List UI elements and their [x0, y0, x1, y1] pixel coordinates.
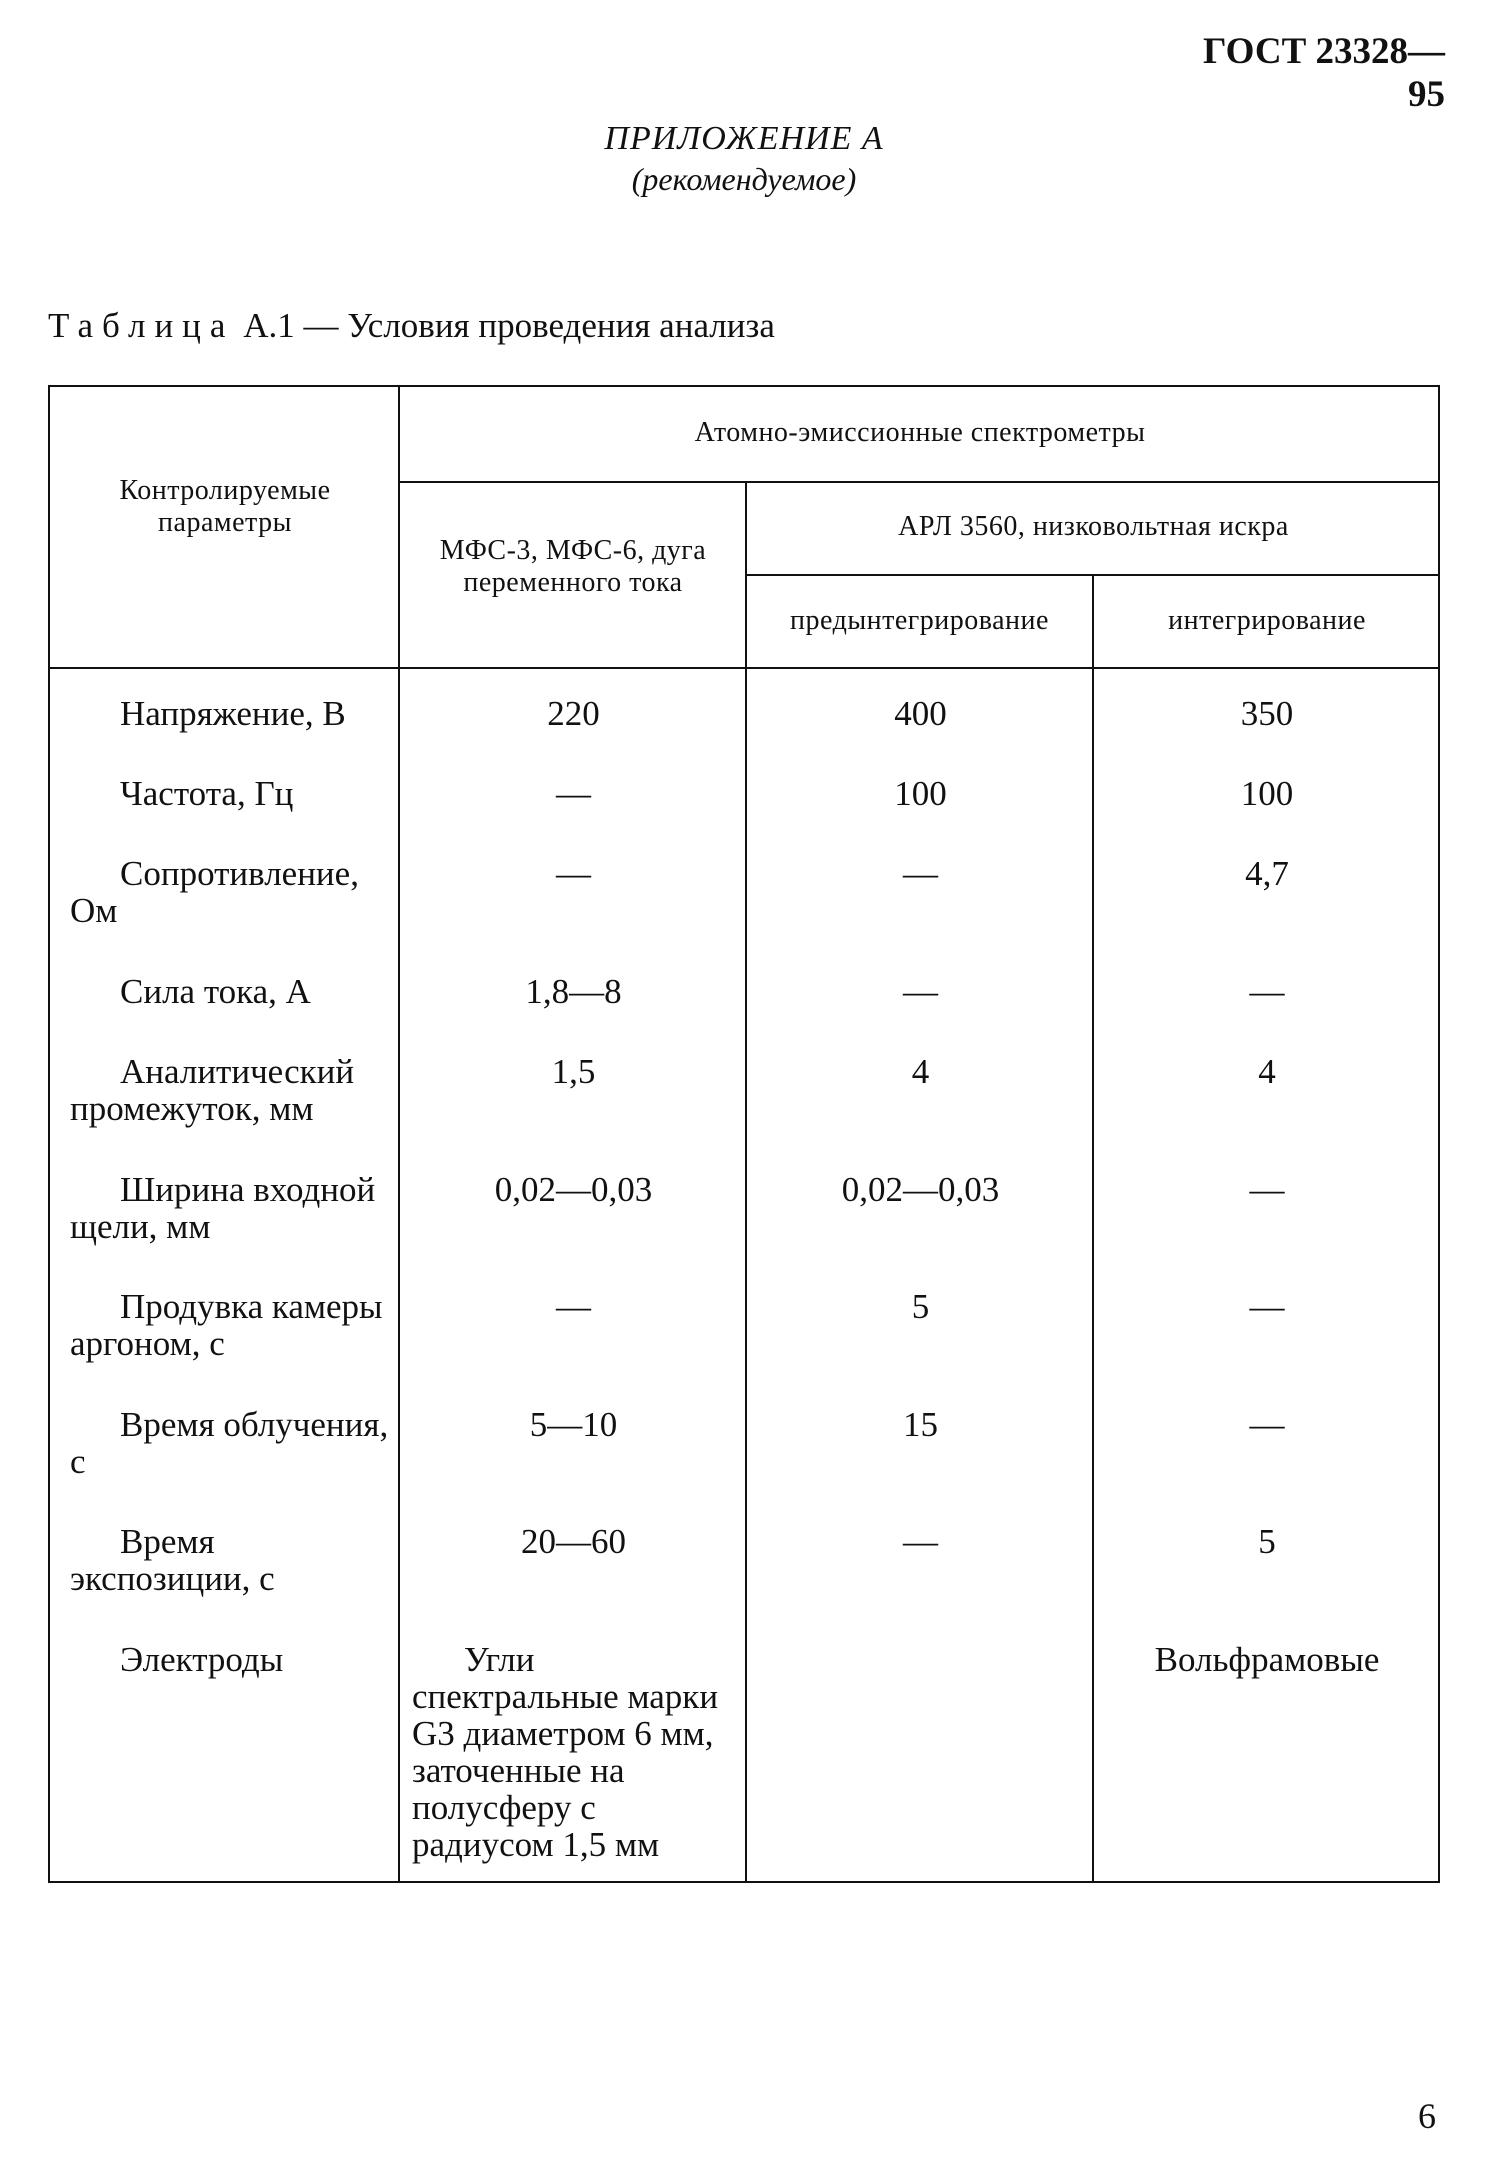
value-cell: Угли спектральные марки G3 диаметром 6 мм, заточенные на полусферу с радиусом 1,5 мм — [412, 1640, 719, 1864]
header-parameters: Контролируемые параметры — [119, 475, 331, 538]
value-cell: 4 — [911, 1052, 930, 1091]
value-cell: — — [1249, 1170, 1285, 1209]
value-cell: 5 — [911, 1287, 930, 1326]
value-cell: 100 — [894, 774, 947, 813]
value-cell: 350 — [1240, 694, 1294, 733]
value-cell: — — [556, 854, 591, 893]
value-cell: — — [903, 854, 938, 893]
table-rule — [398, 481, 1440, 483]
table-caption-prefix: Таблица — [48, 306, 235, 345]
document-code: ГОСТ 23328—95 — [1203, 31, 1445, 115]
value-cell: 220 — [547, 694, 600, 733]
appendix-subtitle: (рекомендуемое) — [631, 161, 857, 197]
param-exposure-time: Время экспозиции, с — [70, 1522, 275, 1598]
param-argon-purge: Продувка камеры аргоном, с — [70, 1287, 383, 1363]
value-cell: 20—60 — [521, 1522, 626, 1561]
value-cell: — — [903, 1522, 938, 1561]
header-spectrometers: Атомно-эмиссионные спектрометры — [694, 417, 1146, 448]
value-cell: 1,8—8 — [525, 972, 622, 1011]
table-caption — [48, 306, 775, 346]
value-cell: — — [556, 1287, 591, 1326]
value-cell: 5 — [1258, 1522, 1276, 1561]
page-number: 6 — [1418, 2096, 1436, 2136]
value-cell: — — [903, 972, 938, 1011]
header-arl: АРЛ 3560, низковольтная искра — [898, 511, 1289, 542]
header-preintegration: предынтегрирование — [790, 605, 1049, 636]
conditions-table — [48, 385, 1440, 1883]
param-current: Сила тока, А — [120, 972, 311, 1011]
param-analytical-gap: Аналитический промежуток, мм — [70, 1052, 355, 1128]
value-cell: — — [1249, 1287, 1285, 1326]
value-cell: 5—10 — [529, 1405, 618, 1444]
value-cell: 15 — [903, 1405, 938, 1444]
param-exposure-irradiation: Время облучения, с — [70, 1405, 389, 1481]
value-cell: 4 — [1258, 1052, 1276, 1091]
table-caption-title: А.1 — Условия проведения анализа — [243, 306, 775, 345]
value-cell: 0,02—0,03 — [841, 1170, 1000, 1209]
value-cell: 1,5 — [551, 1052, 596, 1091]
param-resistance: Сопротивление, Ом — [70, 854, 359, 930]
value-cell: Вольфрамовые — [1154, 1640, 1380, 1679]
param-frequency: Частота, Гц — [120, 774, 294, 813]
param-electrodes: Электроды — [120, 1640, 284, 1679]
value-cell: — — [556, 774, 591, 813]
value-cell: 0,02—0,03 — [494, 1170, 653, 1209]
value-cell: 400 — [894, 694, 947, 733]
param-voltage: Напряжение, В — [120, 694, 346, 733]
header-mfs: МФС-3, МФС-6, дуга переменного тока — [439, 535, 707, 598]
appendix-title: ПРИЛОЖЕНИЕ А — [604, 120, 884, 157]
value-cell: 100 — [1240, 774, 1294, 813]
header-integration: интегрирование — [1168, 605, 1366, 636]
value-cell: — — [1249, 1405, 1285, 1444]
value-cell: — — [1249, 972, 1285, 1011]
table-rule — [1092, 574, 1094, 1881]
param-slit-width: Ширина входной щели, мм — [70, 1170, 376, 1246]
value-cell: 4,7 — [1245, 854, 1289, 893]
